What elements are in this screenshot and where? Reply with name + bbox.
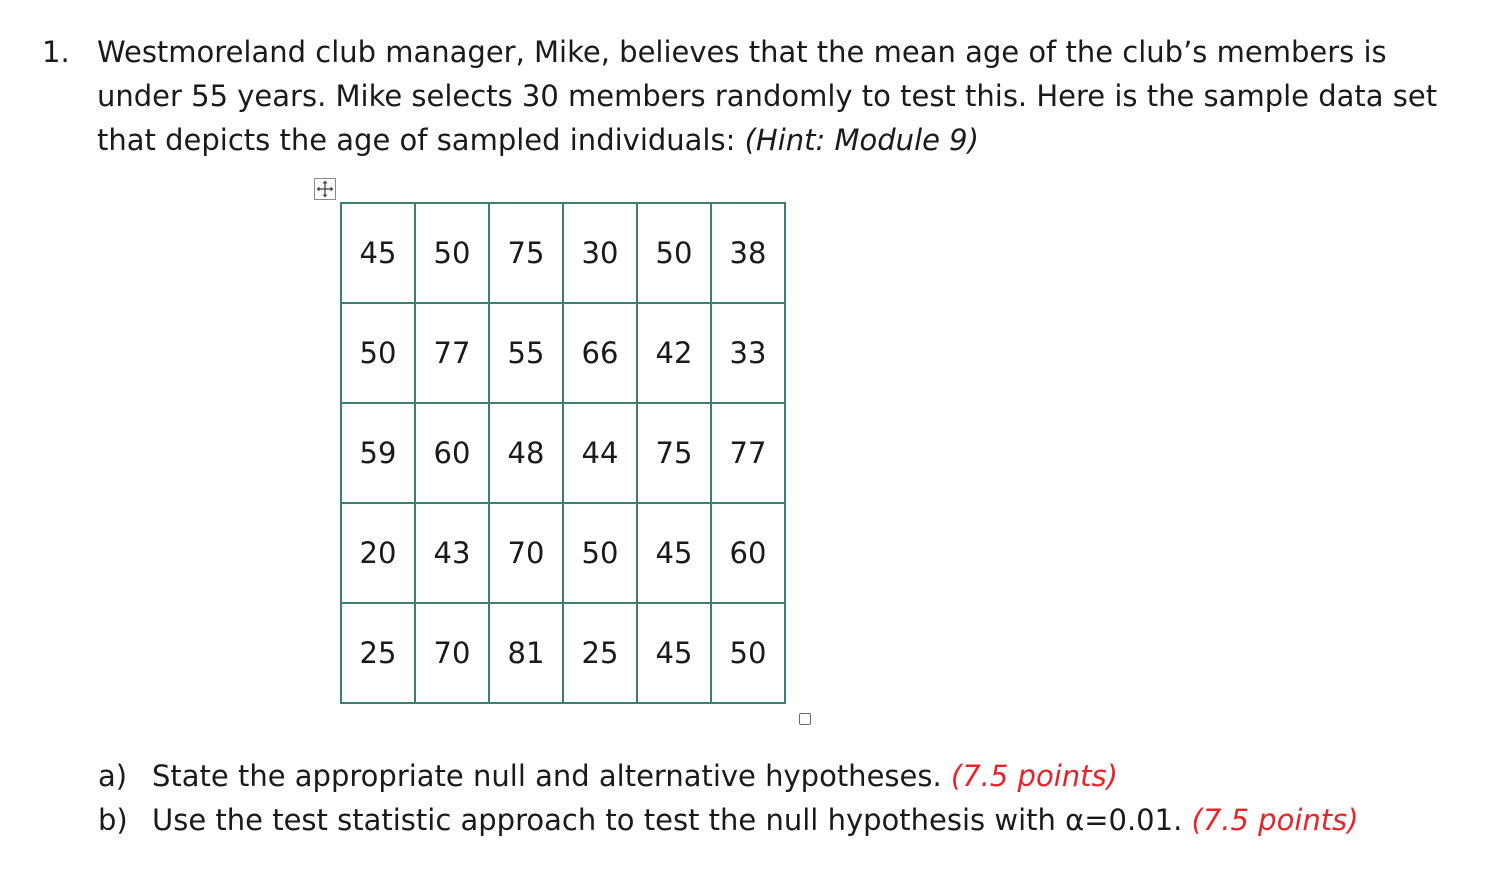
table-cell: 77 — [415, 303, 489, 403]
sub-question-a — [98, 754, 1478, 798]
table-cell: 81 — [489, 603, 563, 703]
table-cell: 60 — [415, 403, 489, 503]
table-cell: 25 — [341, 603, 415, 703]
table-row — [341, 303, 785, 403]
question-hint: (Hint: Module 9) — [744, 123, 979, 157]
sub-question-b — [98, 798, 1478, 842]
table-cell: 20 — [341, 503, 415, 603]
table-cell: 59 — [341, 403, 415, 503]
table-cell: 50 — [341, 303, 415, 403]
table-row — [341, 203, 785, 303]
table-cell: 43 — [415, 503, 489, 603]
table-move-handle[interactable] — [314, 178, 336, 200]
table-cell: 42 — [637, 303, 711, 403]
table-cell: 50 — [637, 203, 711, 303]
sub-question-content — [152, 754, 1118, 798]
age-data-table — [340, 202, 786, 704]
table-row — [341, 403, 785, 503]
table-cell: 50 — [415, 203, 489, 303]
table-cell: 55 — [489, 303, 563, 403]
table-cell: 66 — [563, 303, 637, 403]
sub-question-list — [98, 754, 1478, 842]
sub-question-label: a) — [98, 759, 128, 793]
table-cell: 33 — [711, 303, 785, 403]
question-text — [97, 30, 1457, 162]
table-cell: 45 — [637, 503, 711, 603]
four-way-arrow-icon — [315, 179, 335, 199]
table-cell: 70 — [489, 503, 563, 603]
question-body: Westmoreland club manager, Mike, believes that the mean age of the club’s members is under 55 years. Mike selects 30 members randomly to test this. Here is the sample data set that depicts the age of sampled individuals: — [97, 35, 1438, 157]
table-row — [341, 503, 785, 603]
table-cell: 75 — [637, 403, 711, 503]
table-cell: 25 — [563, 603, 637, 703]
sub-question-content — [152, 798, 1359, 842]
table-cell: 60 — [711, 503, 785, 603]
points-label: (7.5 points) — [1191, 803, 1359, 837]
table-cell: 44 — [563, 403, 637, 503]
sub-question-text: Use the test statistic approach to test the null hypothesis with α=0.01. — [152, 803, 1192, 837]
question-number: 1. — [42, 35, 70, 69]
table-cell: 30 — [563, 203, 637, 303]
table-resize-handle[interactable] — [799, 713, 811, 725]
table-cell: 45 — [637, 603, 711, 703]
table-cell: 77 — [711, 403, 785, 503]
sub-question-text: State the appropriate null and alternative hypotheses. — [152, 759, 951, 793]
sub-question-label: b) — [98, 803, 128, 837]
points-label: (7.5 points) — [950, 759, 1118, 793]
table-cell: 48 — [489, 403, 563, 503]
table-cell: 70 — [415, 603, 489, 703]
table-cell: 75 — [489, 203, 563, 303]
table-cell: 45 — [341, 203, 415, 303]
table-cell: 38 — [711, 203, 785, 303]
table-cell: 50 — [711, 603, 785, 703]
table-row — [341, 603, 785, 703]
table-cell: 50 — [563, 503, 637, 603]
